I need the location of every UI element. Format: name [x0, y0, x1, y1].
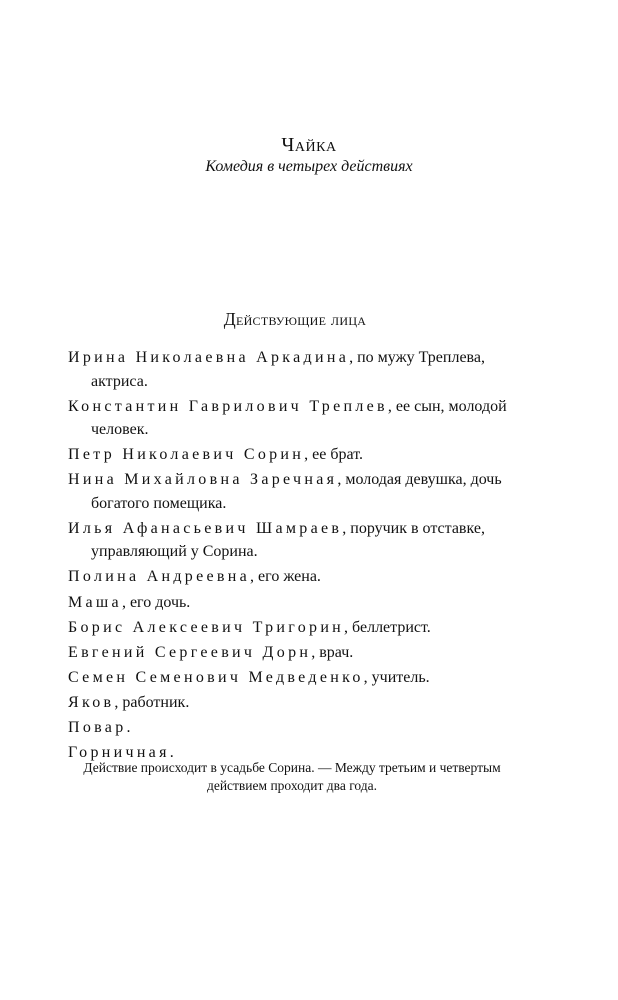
dramatis-personae-heading: Действующие лица — [223, 309, 367, 329]
character-description: , ее сын, молодой человек. — [91, 397, 507, 439]
character-name: Петр Николаевич Сорин — [68, 446, 305, 464]
character-entry — [68, 591, 530, 615]
character-entry — [68, 443, 530, 467]
character-list — [68, 346, 530, 766]
character-name: Яков — [68, 693, 115, 711]
character-entry — [68, 395, 530, 442]
character-description: , ее брат. — [304, 446, 363, 464]
character-entry — [68, 616, 530, 640]
character-entry — [68, 565, 530, 589]
character-entry — [68, 716, 530, 740]
setting-note: Действие происходит в усадьбе Сорина. — Между третьим и четвертым действием проходит два года. — [83, 760, 501, 793]
character-entry — [68, 641, 530, 665]
character-description: , его жена. — [250, 568, 321, 586]
character-description: . — [169, 744, 174, 762]
character-description: , работник. — [114, 693, 190, 711]
character-name: Константин Гаврилович Треплев — [68, 397, 388, 415]
character-description: . — [126, 719, 131, 737]
play-title: Чайка — [281, 134, 337, 156]
character-name: Евгений Сергеевич Дорн — [68, 643, 312, 661]
character-name: Ирина Николаевна Аркадина — [68, 349, 350, 366]
character-description: , поручик в отставке, управляющий у Сорина. — [91, 519, 485, 561]
character-name: Нина Михайловна Заречная — [68, 471, 338, 489]
character-entry — [68, 666, 530, 690]
character-name: Илья Афанасьевич Шамраев — [68, 519, 343, 537]
character-description: , учитель. — [363, 668, 430, 686]
character-description: , беллетрист. — [344, 618, 431, 636]
character-name: Повар — [68, 719, 127, 737]
character-description: , по мужу Треплева, актриса. — [91, 349, 485, 390]
character-name: Полина Андреевна — [68, 568, 251, 586]
character-name: Горничная — [68, 744, 170, 762]
character-name: Семен Семенович Медведенко — [68, 668, 364, 686]
character-description: , его дочь. — [121, 593, 191, 611]
character-entry — [68, 346, 530, 393]
character-description: , врач. — [311, 643, 354, 661]
character-entry — [68, 691, 530, 715]
character-description: , молодая девушка, дочь богатого помещика. — [91, 471, 502, 512]
character-entry — [68, 517, 530, 564]
play-subtitle: Комедия в четырех действиях — [205, 158, 413, 175]
character-name: Маша — [68, 593, 122, 611]
character-name: Борис Алексеевич Тригорин — [68, 618, 345, 636]
character-entry — [68, 468, 530, 515]
